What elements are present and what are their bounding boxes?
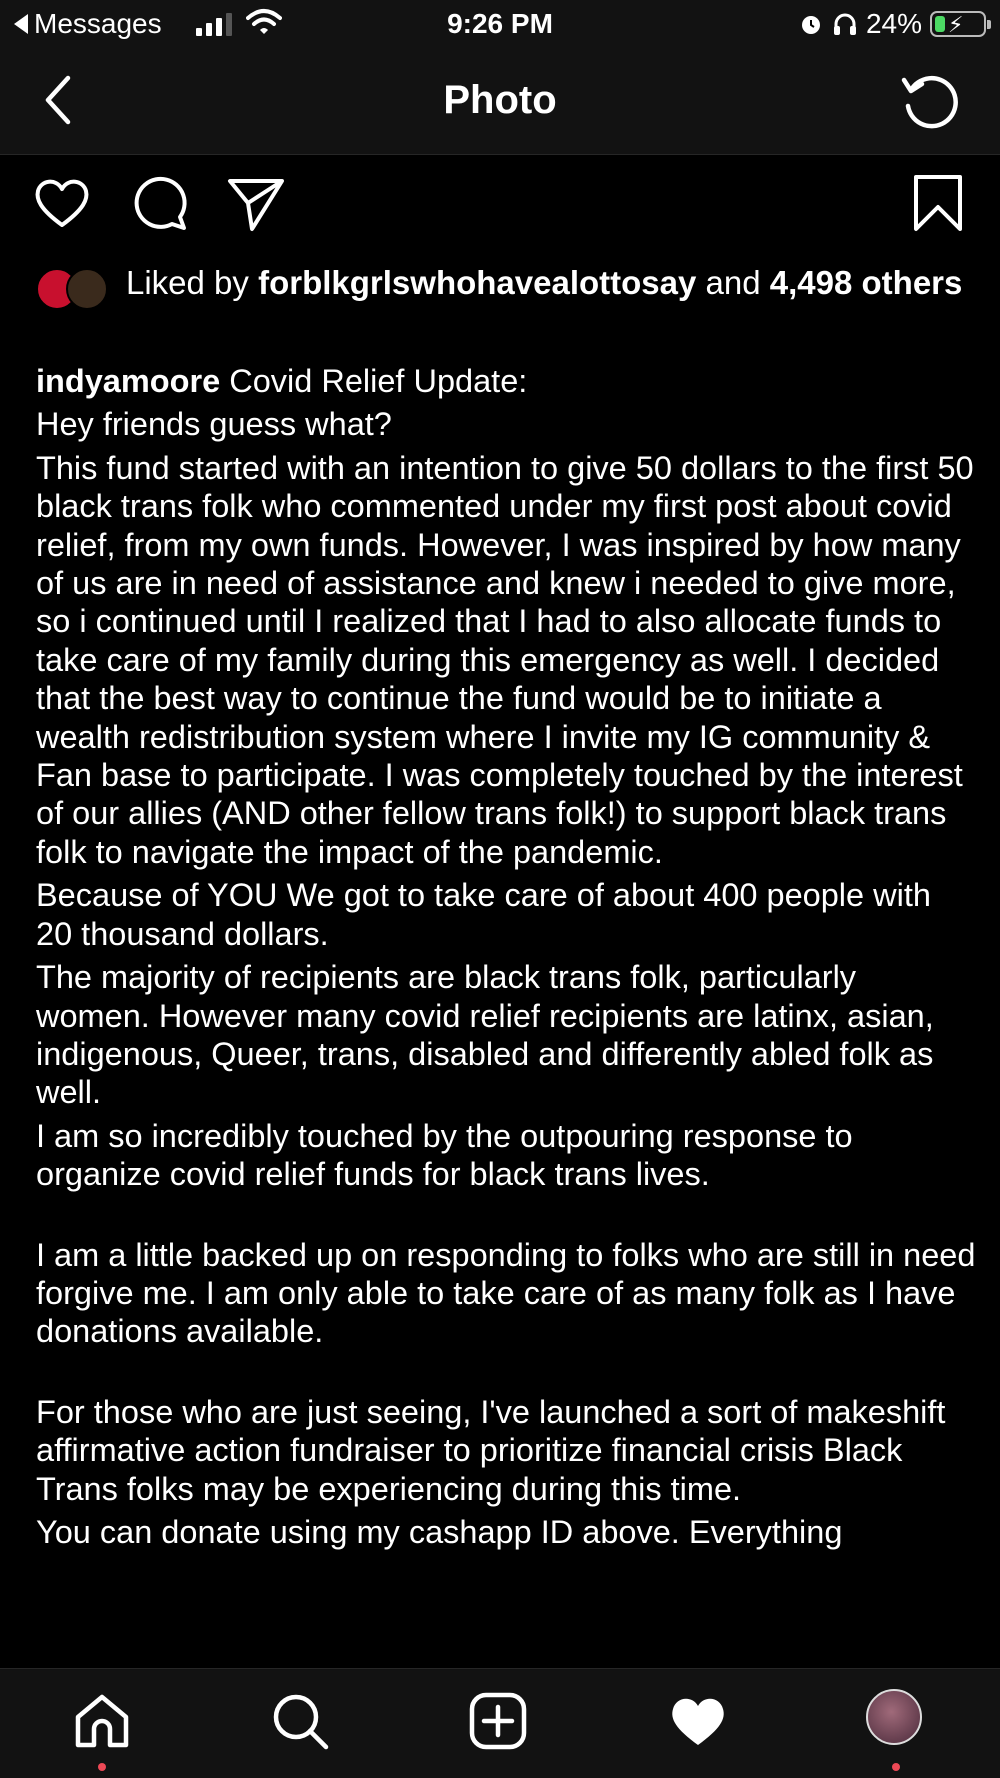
liked-by-label: Liked by: [126, 264, 249, 301]
headphones-icon: [832, 11, 858, 37]
nav-header: [0, 50, 1000, 155]
profile-notification-dot: [892, 1763, 900, 1771]
caption-first-line: [36, 362, 976, 400]
caption-username[interactable]: indyamoore: [36, 363, 221, 399]
share-icon[interactable]: [226, 173, 286, 233]
profile-avatar[interactable]: [866, 1689, 922, 1745]
bookmark-icon[interactable]: [910, 173, 966, 233]
avatar: [866, 1689, 922, 1745]
refresh-icon[interactable]: [898, 70, 960, 132]
caption-paragraph: Because of YOU We got to take care of about 400 people with 20 thousand dollars.: [36, 877, 931, 952]
caption-paragraph: The majority of recipients are black trans folk, particularly women. However many covid relief recipients are latinx, asian, indigenous, Queer, trans, disabled and differently abled folk as well.: [36, 959, 934, 1111]
add-post-icon[interactable]: [468, 1691, 528, 1751]
liker-avatars: [36, 268, 110, 312]
post-caption: [36, 362, 976, 1556]
battery-icon: ⚡: [930, 11, 986, 37]
status-bar: [0, 0, 1000, 50]
caption-paragraph: I am a little backed up on responding to folks who are still in need forgive me. I am only able to take care of as many folk as I have donations available.: [36, 1236, 976, 1350]
caption-text: Covid Relief Update:: [229, 363, 528, 399]
caption-paragraph: You can donate using my cashapp ID above. Everything: [36, 1513, 843, 1550]
heart-icon[interactable]: [32, 173, 92, 233]
home-notification-dot: [98, 1763, 106, 1771]
comment-icon[interactable]: [130, 173, 190, 233]
clock: 9:26 PM: [447, 8, 553, 39]
post-actions: [0, 155, 1000, 260]
liker-username[interactable]: forblkgrlswhohavealottosay: [258, 264, 697, 301]
likes-summary[interactable]: [36, 264, 976, 302]
activity-heart-icon[interactable]: [668, 1691, 728, 1751]
caption-paragraph: For those who are just seeing, I've launched a sort of makeshift affirmative action fundraiser to prioritize financial crisis Black Trans folks may be experiencing during this time.: [36, 1393, 946, 1507]
caption-paragraph: This fund started with an intention to give 50 dollars to the first 50 black trans folk who commented under my first post about covid relief, from my own funds. However, I was inspired by how many of us are in need of assistance and knew i needed to give more, so i continued until I realized that I had to also allocate funds to take care of my family during this emergency as well. I decided that the best way to continue the fund would be to initiate a wealth redistribution system where I invite my IG community & Fan base to participate. I was completely touched by the interest of our allies (AND other fellow trans folk!) to support black trans folk to navigate the impact of the pandemic.: [36, 449, 974, 870]
back-app-label: Messages: [34, 8, 162, 39]
battery-percent: 24%: [865, 8, 922, 39]
likes-count[interactable]: 4,498 others: [769, 264, 963, 301]
page-title: Photo: [443, 78, 557, 122]
search-icon[interactable]: [270, 1691, 330, 1751]
caption-paragraph: Hey friends guess what?: [36, 406, 392, 443]
likes-and-label: and: [705, 264, 761, 301]
alarm-icon: [798, 11, 824, 37]
avatar: [66, 268, 108, 310]
bottom-tab-bar: [0, 1668, 1000, 1778]
home-icon[interactable]: [72, 1691, 132, 1751]
caption-paragraph: I am so incredibly touched by the outpouring response to organize covid relief funds for black trans lives.: [36, 1117, 853, 1193]
